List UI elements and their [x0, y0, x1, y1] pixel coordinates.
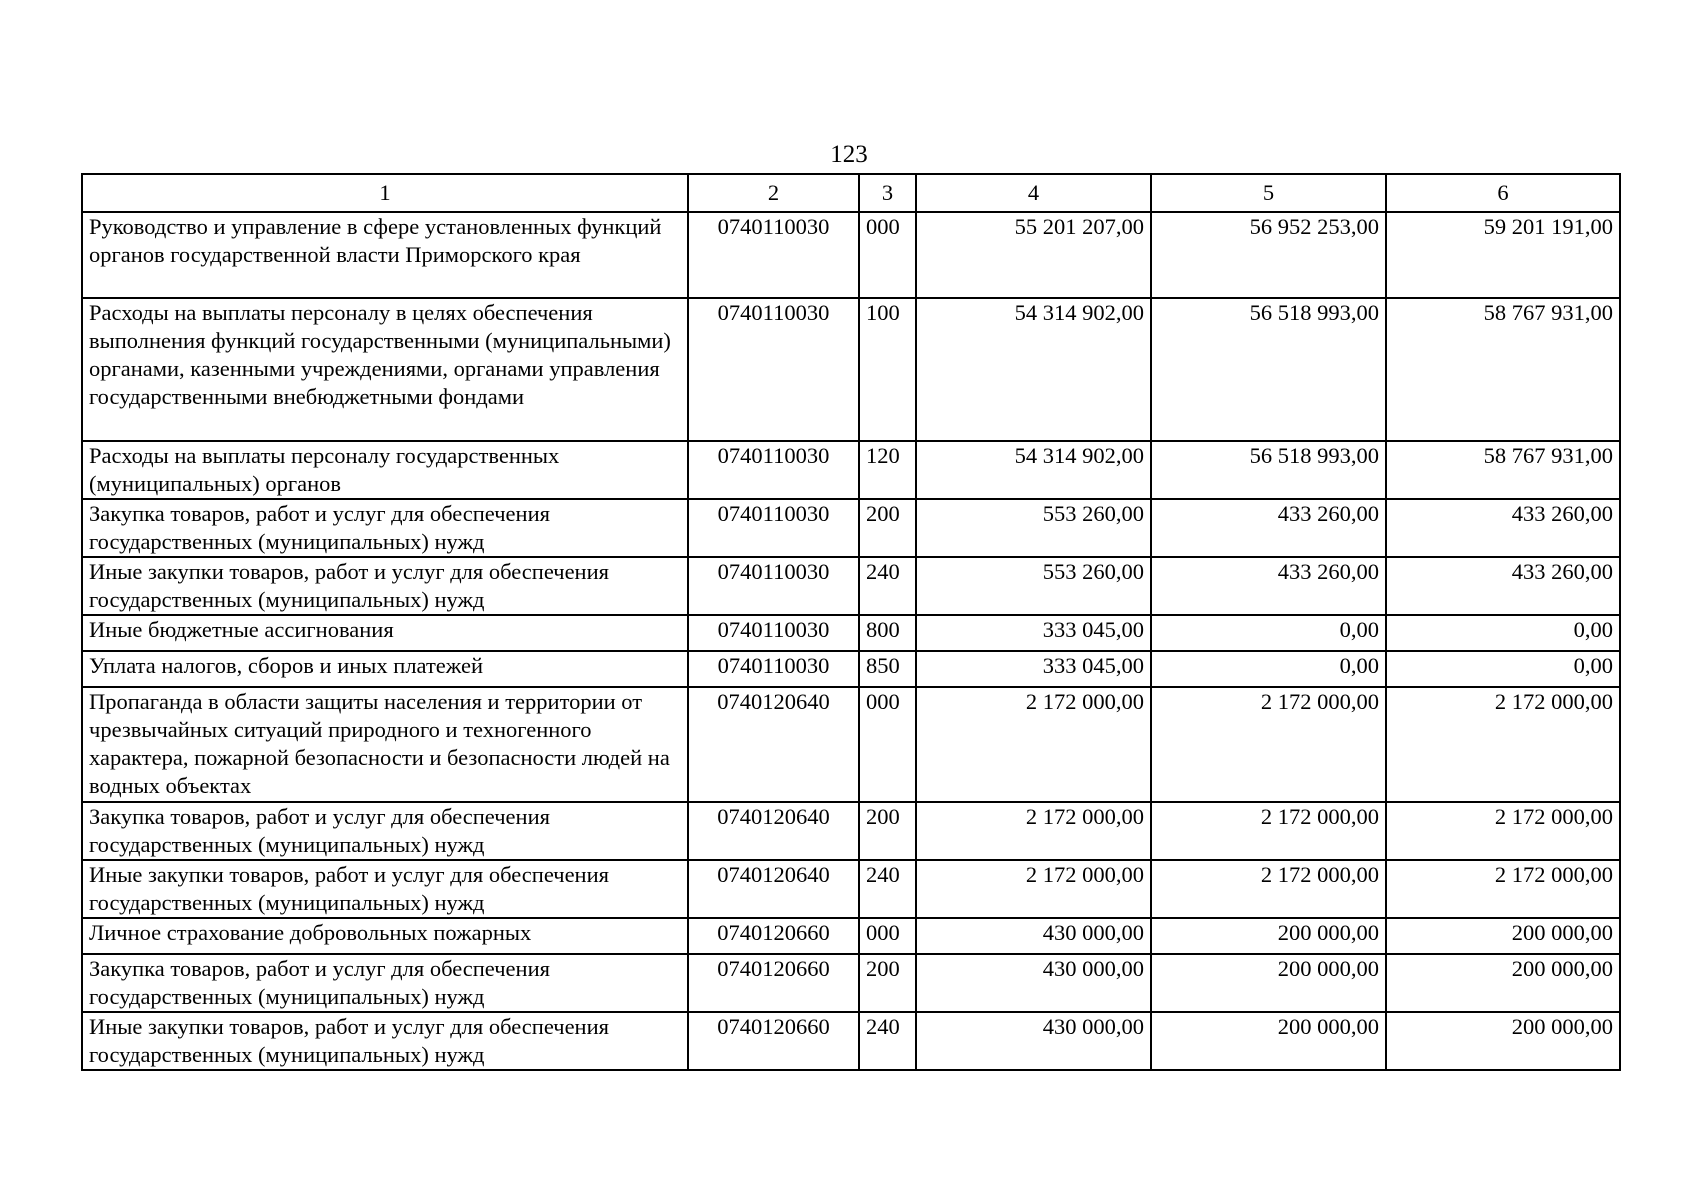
column-header: 5 — [1151, 174, 1386, 212]
row-name-cell: Иные закупки товаров, работ и услуг для обеспечения государственных (муниципальных) нужд — [82, 557, 688, 615]
amount-col5-cell: 56 952 253,00 — [1151, 212, 1386, 298]
expense-type-cell: 200 — [859, 802, 916, 860]
target-code-cell: 0740110030 — [688, 615, 859, 651]
target-code-cell: 0740120640 — [688, 802, 859, 860]
amount-col5-cell: 200 000,00 — [1151, 954, 1386, 1012]
amount-col6-cell: 59 201 191,00 — [1386, 212, 1620, 298]
table-row — [82, 212, 1620, 298]
row-name-cell: Пропаганда в области защиты населения и территории от чрезвычайных ситуаций природного и техногенного характера, пожарной безопасности и безопасности людей на водных объектах — [82, 687, 688, 802]
row-name-cell: Закупка товаров, работ и услуг для обеспечения государственных (муниципальных) нужд — [82, 954, 688, 1012]
amount-col4-cell: 55 201 207,00 — [916, 212, 1151, 298]
page-number: 123 — [830, 141, 868, 168]
column-header: 4 — [916, 174, 1151, 212]
amount-col6-cell: 200 000,00 — [1386, 954, 1620, 1012]
table-row — [82, 687, 1620, 802]
target-code-cell: 0740120660 — [688, 954, 859, 1012]
expense-type-cell: 240 — [859, 1012, 916, 1070]
table-row — [82, 860, 1620, 918]
target-code-cell: 0740110030 — [688, 212, 859, 298]
amount-col5-cell: 2 172 000,00 — [1151, 802, 1386, 860]
row-name-cell: Руководство и управление в сфере установленных функций органов государственной власти Приморского края — [82, 212, 688, 298]
amount-col5-cell: 200 000,00 — [1151, 1012, 1386, 1070]
amount-col4-cell: 54 314 902,00 — [916, 441, 1151, 499]
amount-col5-cell: 0,00 — [1151, 651, 1386, 687]
expense-type-cell: 240 — [859, 860, 916, 918]
amount-col4-cell: 430 000,00 — [916, 954, 1151, 1012]
expense-type-cell: 800 — [859, 615, 916, 651]
expense-type-cell: 100 — [859, 298, 916, 441]
expense-type-cell: 120 — [859, 441, 916, 499]
amount-col6-cell: 58 767 931,00 — [1386, 441, 1620, 499]
target-code-cell: 0740110030 — [688, 499, 859, 557]
target-code-cell: 0740110030 — [688, 298, 859, 441]
table-row — [82, 954, 1620, 1012]
target-code-cell: 0740120640 — [688, 860, 859, 918]
amount-col4-cell: 54 314 902,00 — [916, 298, 1151, 441]
row-name-cell: Закупка товаров, работ и услуг для обеспечения государственных (муниципальных) нужд — [82, 802, 688, 860]
column-header: 1 — [82, 174, 688, 212]
row-name-cell: Уплата налогов, сборов и иных платежей — [82, 651, 688, 687]
row-name-cell: Иные закупки товаров, работ и услуг для обеспечения государственных (муниципальных) нужд — [82, 1012, 688, 1070]
amount-col5-cell: 433 260,00 — [1151, 557, 1386, 615]
amount-col6-cell: 2 172 000,00 — [1386, 687, 1620, 802]
target-code-cell: 0740110030 — [688, 651, 859, 687]
amount-col6-cell: 2 172 000,00 — [1386, 802, 1620, 860]
row-name-cell: Расходы на выплаты персоналу государственных (муниципальных) органов — [82, 441, 688, 499]
amount-col4-cell: 333 045,00 — [916, 615, 1151, 651]
amount-col6-cell: 58 767 931,00 — [1386, 298, 1620, 441]
amount-col4-cell: 2 172 000,00 — [916, 802, 1151, 860]
target-code-cell: 0740110030 — [688, 441, 859, 499]
amount-col5-cell: 433 260,00 — [1151, 499, 1386, 557]
expense-type-cell: 240 — [859, 557, 916, 615]
table-row — [82, 1012, 1620, 1070]
amount-col4-cell: 553 260,00 — [916, 499, 1151, 557]
amount-col4-cell: 2 172 000,00 — [916, 687, 1151, 802]
expense-type-cell: 000 — [859, 687, 916, 802]
expense-type-cell: 850 — [859, 651, 916, 687]
table-row — [82, 499, 1620, 557]
amount-col4-cell: 333 045,00 — [916, 651, 1151, 687]
column-header: 3 — [859, 174, 916, 212]
target-code-cell: 0740120640 — [688, 687, 859, 802]
table-row — [82, 298, 1620, 441]
column-header: 2 — [688, 174, 859, 212]
row-name-cell: Иные закупки товаров, работ и услуг для обеспечения государственных (муниципальных) нужд — [82, 860, 688, 918]
target-code-cell: 0740110030 — [688, 557, 859, 615]
expense-type-cell: 200 — [859, 954, 916, 1012]
amount-col6-cell: 2 172 000,00 — [1386, 860, 1620, 918]
amount-col4-cell: 2 172 000,00 — [916, 860, 1151, 918]
amount-col5-cell: 56 518 993,00 — [1151, 298, 1386, 441]
amount-col5-cell: 0,00 — [1151, 615, 1386, 651]
table-row — [82, 802, 1620, 860]
table-row — [82, 651, 1620, 687]
table-row — [82, 615, 1620, 651]
target-code-cell: 0740120660 — [688, 918, 859, 954]
row-name-cell: Закупка товаров, работ и услуг для обеспечения государственных (муниципальных) нужд — [82, 499, 688, 557]
target-code-cell: 0740120660 — [688, 1012, 859, 1070]
expense-type-cell: 000 — [859, 212, 916, 298]
table-header-row — [82, 174, 1620, 212]
amount-col4-cell: 430 000,00 — [916, 918, 1151, 954]
expense-type-cell: 000 — [859, 918, 916, 954]
row-name-cell: Иные бюджетные ассигнования — [82, 615, 688, 651]
amount-col6-cell: 433 260,00 — [1386, 499, 1620, 557]
amount-col6-cell: 0,00 — [1386, 615, 1620, 651]
amount-col5-cell: 56 518 993,00 — [1151, 441, 1386, 499]
amount-col6-cell: 433 260,00 — [1386, 557, 1620, 615]
amount-col6-cell: 200 000,00 — [1386, 1012, 1620, 1070]
budget-table — [81, 173, 1621, 1071]
amount-col6-cell: 0,00 — [1386, 651, 1620, 687]
expense-type-cell: 200 — [859, 499, 916, 557]
row-name-cell: Личное страхование добровольных пожарных — [82, 918, 688, 954]
amount-col5-cell: 2 172 000,00 — [1151, 860, 1386, 918]
amount-col5-cell: 200 000,00 — [1151, 918, 1386, 954]
table-row — [82, 441, 1620, 499]
table-row — [82, 557, 1620, 615]
column-header: 6 — [1386, 174, 1620, 212]
amount-col4-cell: 553 260,00 — [916, 557, 1151, 615]
row-name-cell: Расходы на выплаты персоналу в целях обеспечения выполнения функций государственными (муниципальными) органами, казенными учреждениями, органами управления государственными внебюджетными фондами — [82, 298, 688, 441]
table-row — [82, 918, 1620, 954]
amount-col6-cell: 200 000,00 — [1386, 918, 1620, 954]
amount-col4-cell: 430 000,00 — [916, 1012, 1151, 1070]
amount-col5-cell: 2 172 000,00 — [1151, 687, 1386, 802]
